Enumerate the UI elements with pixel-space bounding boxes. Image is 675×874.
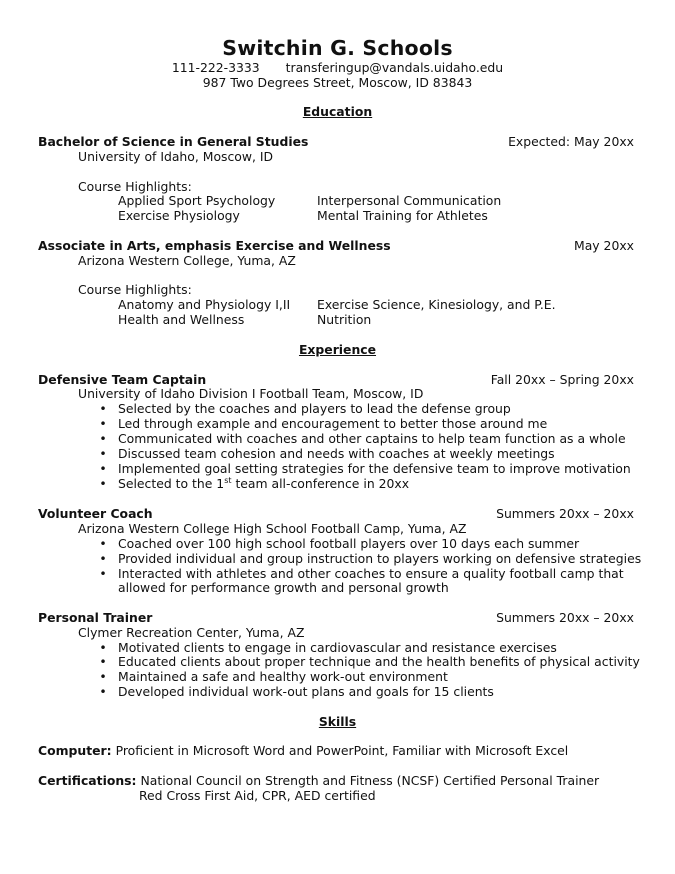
- course-item: Interpersonal Communication: [317, 193, 502, 208]
- job-date: Fall 20xx – Spring 20xx: [490, 372, 634, 387]
- job-date: Summers 20xx – 20xx: [496, 610, 634, 625]
- computer-skills: [38, 743, 568, 758]
- bullet-icon: •: [99, 684, 107, 699]
- job-title: Personal Trainer: [38, 610, 153, 625]
- list-item: Implemented goal setting strategies for the defensive team to improve motivation: [118, 461, 631, 476]
- computer-label: Computer:: [38, 743, 112, 758]
- bullet-icon: •: [99, 401, 107, 416]
- bullet-icon: •: [99, 461, 107, 476]
- course-item: Mental Training for Athletes: [317, 208, 488, 223]
- job-title: Volunteer Coach: [38, 506, 153, 521]
- course-item: Health and Wellness: [118, 312, 245, 327]
- email-address: transferingup@vandals.uidaho.edu: [285, 60, 504, 75]
- bullet-icon: •: [99, 566, 107, 581]
- list-item: Coached over 100 high school football players over 10 days each summer: [118, 536, 580, 551]
- list-item: Led through example and encouragement to better those around me: [118, 416, 548, 431]
- list-item: Educated clients about proper technique and the health benefits of physical activity: [118, 654, 640, 669]
- degree-title: Associate in Arts, emphasis Exercise and Wellness: [38, 238, 391, 253]
- course-item: Nutrition: [317, 312, 372, 327]
- job-organization: University of Idaho Division I Football Team, Moscow, ID: [78, 386, 424, 401]
- list-item: Developed individual work-out plans and goals for 15 clients: [118, 684, 494, 699]
- education-heading: Education: [302, 104, 373, 119]
- certification-item: National Council on Strength and Fitness (NCSF) Certified Personal Trainer: [140, 773, 600, 788]
- course-highlights-label: Course Highlights:: [78, 282, 192, 297]
- certifications: [38, 773, 599, 788]
- course-item: Exercise Science, Kinesiology, and P.E.: [317, 297, 556, 312]
- school-name: University of Idaho, Moscow, ID: [78, 149, 274, 164]
- bullet-icon: •: [99, 476, 107, 491]
- course-item: Anatomy and Physiology I,II: [118, 297, 291, 312]
- street-address: 987 Two Degrees Street, Moscow, ID 83843: [202, 75, 473, 90]
- computer-text: Proficient in Microsoft Word and PowerPoint, Familiar with Microsoft Excel: [115, 743, 569, 758]
- list-item: Communicated with coaches and other captains to help team function as a whole: [118, 431, 626, 446]
- degree-date: Expected: May 20xx: [508, 134, 634, 149]
- list-item-text: team all-conference in 20xx: [231, 476, 410, 491]
- list-item: Maintained a safe and healthy work-out environment: [118, 669, 448, 684]
- course-item: Exercise Physiology: [118, 208, 240, 223]
- phone-number: 111-222-3333: [171, 60, 260, 75]
- job-organization: Clymer Recreation Center, Yuma, AZ: [78, 625, 305, 640]
- bullet-icon: •: [99, 446, 107, 461]
- list-item: Motivated clients to engage in cardiovascular and resistance exercises: [118, 640, 557, 655]
- bullet-icon: •: [99, 654, 107, 669]
- bullet-icon: •: [99, 640, 107, 655]
- job-date: Summers 20xx – 20xx: [496, 506, 634, 521]
- ordinal-suffix: st: [224, 475, 232, 485]
- bullet-icon: •: [99, 536, 107, 551]
- list-item: Provided individual and group instruction to players working on defensive strategies: [118, 551, 642, 566]
- bullet-icon: •: [99, 416, 107, 431]
- job-title: Defensive Team Captain: [38, 372, 207, 387]
- candidate-name: Switchin G. Schools: [222, 36, 453, 60]
- list-item: Interacted with athletes and other coaches to ensure a quality football camp that: [118, 566, 624, 581]
- list-item: [118, 476, 409, 491]
- bullet-icon: •: [99, 669, 107, 684]
- list-item: Selected by the coaches and players to lead the defense group: [118, 401, 511, 416]
- contact-line: [0, 60, 675, 75]
- certification-item: Red Cross First Aid, CPR, AED certified: [139, 788, 376, 803]
- list-item: Discussed team cohesion and needs with coaches at weekly meetings: [118, 446, 555, 461]
- experience-heading: Experience: [298, 342, 377, 357]
- job-organization: Arizona Western College High School Football Camp, Yuma, AZ: [78, 521, 467, 536]
- skills-heading: Skills: [318, 714, 357, 729]
- list-item-continuation: allowed for performance growth and personal growth: [118, 580, 449, 595]
- course-item: Applied Sport Psychology: [118, 193, 276, 208]
- bullet-icon: •: [99, 431, 107, 446]
- degree-title: Bachelor of Science in General Studies: [38, 134, 309, 149]
- list-item-text: Selected to the 1: [118, 476, 225, 491]
- degree-date: May 20xx: [574, 238, 634, 253]
- certifications-label: Certifications:: [38, 773, 137, 788]
- bullet-icon: •: [99, 551, 107, 566]
- school-name: Arizona Western College, Yuma, AZ: [78, 253, 296, 268]
- course-highlights-label: Course Highlights:: [78, 179, 192, 194]
